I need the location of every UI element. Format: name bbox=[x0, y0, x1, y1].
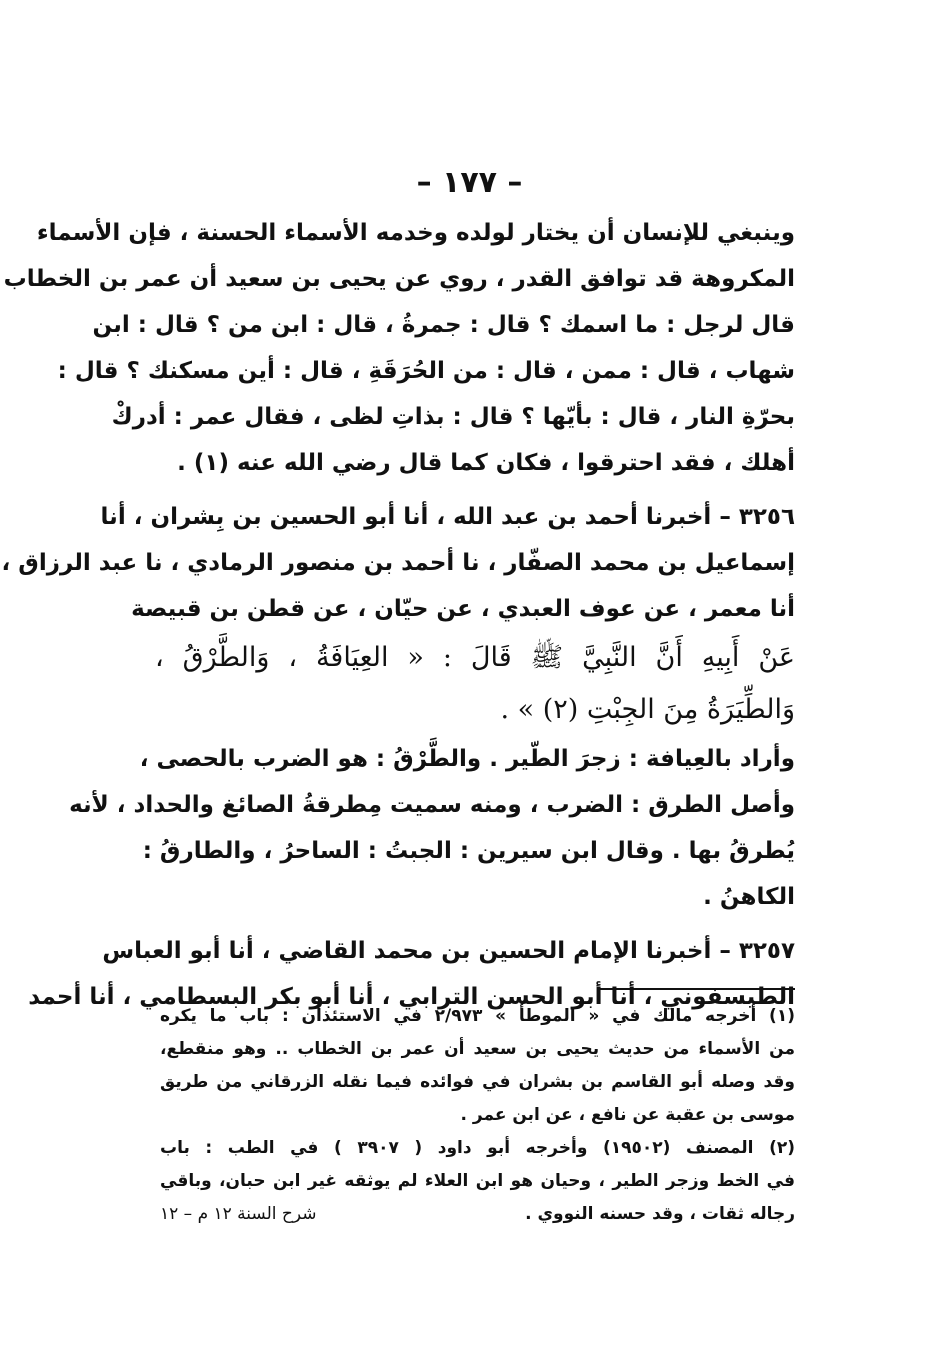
footnote-line: من الأسماء من حديث يحيى بن سعيد أن عمر بن الخطاب .. وهو منقطع، bbox=[160, 1039, 795, 1059]
text-line: المكروهة قد توافق القدر ، روي عن يحيى بن سعيد أن عمر بن الخطاب bbox=[3, 266, 795, 292]
footnote-separator bbox=[600, 988, 795, 990]
footnote-2 bbox=[160, 1132, 795, 1231]
text-line: قال لرجل : ما اسمك ؟ قال : جمرةُ ، قال : ابن من ؟ قال : ابن bbox=[92, 312, 795, 338]
signature-mark: شرح السنة ١٢ م – ١٢ bbox=[160, 1204, 317, 1224]
footnote-line: موسى بن عقبة عن نافع ، عن ابن عمر . bbox=[460, 1105, 795, 1125]
text-line: وأصل الطرق : الضرب ، ومنه سميت مِطرقةُ الصائغ والحداد ، لأنه bbox=[69, 792, 795, 818]
footnote-line: في الخط وزجر الطير ، وحيان هو ابن العلاء لم يوثقه غير ابن حبان، وباقي bbox=[160, 1171, 795, 1191]
hadith-text bbox=[155, 632, 795, 736]
text-line: الكاهنُ . bbox=[703, 884, 795, 910]
text-line: وأراد بالعِيافة : زجرَ الطّير . والطَّرْقُ : هو الضرب بالحصى ، bbox=[139, 746, 795, 772]
text-line: الطيسفوني ، أنا أبو الحسن الترابي ، أنا أبو بكر البسطامي ، أنا أحمد bbox=[28, 984, 795, 1010]
hadith-line: وَالطِّيَرَةُ مِنَ الجِبْتِ (٢) » . bbox=[500, 694, 795, 725]
hadith-line: عَنْ أَبِيهِ أَنَّ النَّبِيَّ ﷺ قَالَ : « العِيَافَةُ ، وَالطَّرْقُ ، bbox=[155, 642, 795, 673]
text-line: أهلك ، فقد احترقوا ، فكان كما قال رضي الله عنه (١) . bbox=[177, 450, 795, 476]
footnote-line: (١) أخرجه مالك في « الموطأ » ٢/٩٧٣ في الاستئذان : باب ما يكره bbox=[160, 1006, 795, 1026]
paragraph-gap bbox=[155, 486, 795, 494]
text-line: وينبغي للإنسان أن يختار لولده وخدمه الأسماء الحسنة ، فإن الأسماء bbox=[36, 220, 795, 246]
footnote-last-line bbox=[160, 1198, 795, 1231]
intro-paragraph bbox=[3, 210, 795, 486]
explanation-paragraph bbox=[69, 736, 795, 920]
footnote-line: (٢) المصنف (١٩٥٠٢) وأخرجه أبو داود ( ٣٩٠٧ ) في الطب : باب bbox=[160, 1138, 796, 1158]
text-line: شهاب ، قال : ممن ، قال : من الحُرَقَةِ ، قال : أين مسكنك ؟ قال : bbox=[57, 358, 795, 384]
footnote-line: وقد وصله أبو القاسم بن بشران في فوائده فيما نقله الزرقاني من طريق bbox=[160, 1072, 795, 1092]
main-text bbox=[1, 210, 795, 1020]
text-line: إسماعيل بن محمد الصفّار ، نا أحمد بن منصور الرمادي ، نا عبد الرزاق ، bbox=[1, 550, 795, 576]
text-line: يُطرقُ بها . وقال ابن سيرين : الجبتُ : الساحرُ ، والطارقُ : bbox=[142, 838, 795, 864]
text-line: ٣٢٥٦ – أخبرنا أحمد بن عبد الله ، أنا أبو الحسين بن بِشران ، أنا bbox=[100, 504, 795, 530]
footnote-line: رجاله ثقات ، وقد حسنه النووي . bbox=[525, 1204, 795, 1224]
text-line: أنا معمر ، عن عوف العبدي ، عن حيّان ، عن قطن بن قبيصة bbox=[131, 596, 795, 622]
paragraph-gap bbox=[155, 920, 795, 928]
footnotes bbox=[160, 1000, 795, 1231]
footnote-1 bbox=[160, 1000, 795, 1132]
text-line: بحرّةِ النار ، قال : بأيّها ؟ قال : بذاتِ لظى ، فقال عمر : أدركْ bbox=[111, 404, 795, 430]
page-number: – ١٧٧ – bbox=[416, 165, 523, 200]
text-line: ٣٢٥٧ – أخبرنا الإمام الحسين بن محمد القاضي ، أنا أبو العباس bbox=[102, 938, 795, 964]
isnad-3256-paragraph bbox=[1, 494, 795, 632]
